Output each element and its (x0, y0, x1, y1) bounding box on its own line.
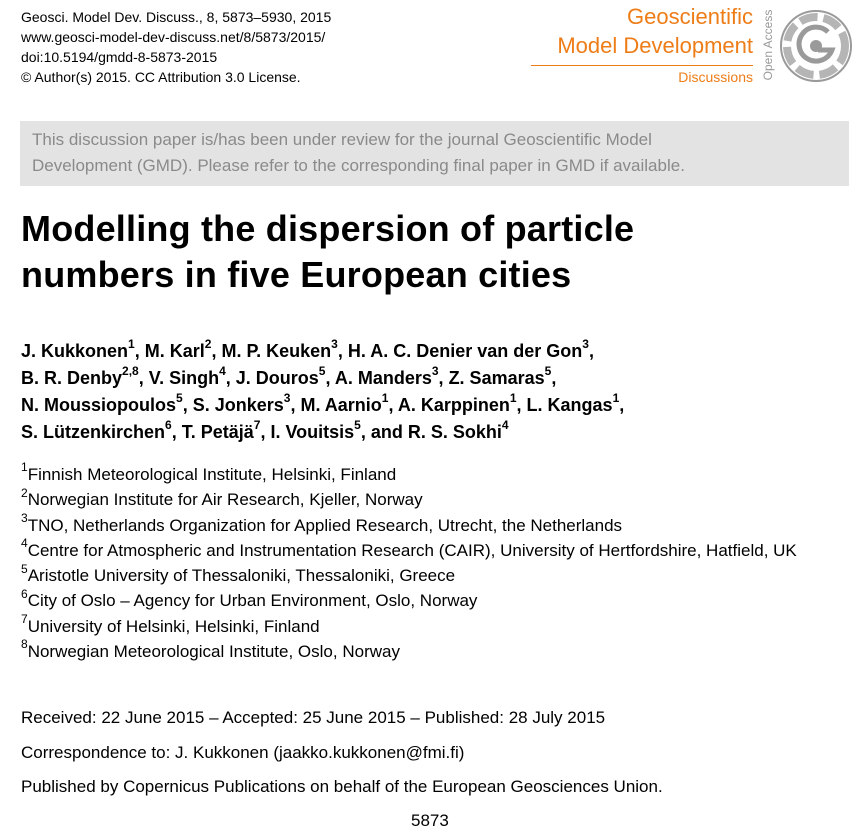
author-affil: 3 (331, 337, 338, 351)
author: J. Kukkonen (21, 341, 129, 361)
paper-title (21, 206, 841, 298)
author-separator: , (325, 368, 335, 388)
author: A. Manders (334, 368, 432, 388)
author-affil: 3 (431, 364, 439, 378)
author-separator: , (588, 341, 594, 361)
author-affil: 3 (582, 337, 589, 351)
affiliation (21, 563, 851, 588)
brand-divider (531, 65, 753, 66)
citation-line: © Author(s) 2015. CC Attribution 3.0 License. (21, 69, 301, 85)
affiliation-number: 8 (21, 637, 28, 652)
affiliation-text: Aristotle University of Thessaloniki, Thessaloniki, Greece (27, 566, 456, 586)
author-separator: , (388, 395, 398, 415)
journal-subtitle: Discussions (678, 69, 753, 85)
author-affil: 3 (283, 391, 291, 405)
author-affil: 5 (544, 364, 552, 378)
citation-line: Geosci. Model Dev. Discuss., 8, 5873–5930, 2015 (21, 9, 332, 25)
author: M. Aarnio (300, 395, 382, 415)
author: R. S. Sokhi (407, 422, 502, 442)
author-affil: 5 (176, 391, 183, 405)
affiliation-text: Finnish Meteorological Institute, Helsinki, Finland (27, 465, 397, 484)
author-line (21, 392, 851, 419)
open-access-text: Open Access (761, 9, 775, 81)
author-line (21, 419, 851, 446)
author-list (21, 338, 851, 446)
author: A. Karppinen (397, 395, 510, 415)
author-affil: 5 (318, 364, 326, 378)
author-separator: , (138, 368, 149, 388)
author-affil: 1 (612, 391, 620, 405)
author-affil: 6 (165, 418, 172, 432)
correspondence-line: Correspondence to: J. Kukkonen (jaakko.kukkonen@fmi.fi) (21, 743, 465, 762)
affiliation (21, 487, 851, 512)
page-number: 5873 (411, 811, 449, 830)
affiliation-number: 6 (21, 586, 28, 601)
author-separator: , (438, 368, 449, 388)
affiliation-text: Norwegian Meteorological Institute, Oslo, Norway (27, 642, 400, 662)
author-affil: 1 (381, 391, 389, 405)
review-notice-line: This discussion paper is/has been under review for the journal Geoscientific Model (32, 130, 652, 149)
author: J. Douros (235, 368, 319, 388)
affiliation-text: Norwegian Institute for Air Research, Kjeller, Norway (27, 490, 423, 510)
affiliation (21, 538, 851, 563)
affiliation-number: 4 (21, 536, 28, 551)
author-affil: 7 (253, 418, 261, 432)
author: N. Moussiopoulos (21, 395, 176, 415)
author-separator: , (260, 422, 271, 442)
citation-line: www.geosci-model-dev-discuss.net/8/5873/2015/ (21, 29, 326, 45)
author-separator: , and (360, 422, 408, 442)
title-line: numbers in five European cities (21, 254, 572, 295)
author-separator: , (211, 341, 222, 361)
author-separator: , (225, 368, 236, 388)
journal-brand (531, 2, 753, 85)
affiliation-number: 1 (21, 460, 28, 475)
citation-block (21, 7, 331, 87)
affiliation-number: 3 (21, 510, 28, 525)
affiliation-number: 5 (21, 561, 28, 576)
affiliation-text: University of Helsinki, Helsinki, Finland (27, 616, 320, 636)
author: V. Singh (148, 368, 220, 388)
author-affil: 5 (354, 418, 361, 432)
author-separator: , (551, 368, 557, 388)
author: M. P. Keuken (221, 341, 332, 361)
affiliation (21, 614, 851, 639)
author-line (21, 365, 851, 392)
author: Z. Samaras (448, 368, 545, 388)
author-affil: 2,8 (122, 364, 139, 378)
affiliation-text: City of Oslo – Agency for Urban Environment, Oslo, Norway (27, 591, 478, 611)
author: L. Kangas (526, 395, 613, 415)
author-separator: , (337, 341, 348, 361)
affiliation (21, 639, 851, 664)
author-separator: , (619, 395, 625, 415)
author-separator: , (182, 395, 193, 415)
author-affil: 4 (501, 418, 509, 432)
publication-dates: Received: 22 June 2015 – Accepted: 25 June 2015 – Published: 28 July 2015 (21, 708, 606, 727)
affiliation-text: Centre for Atmospheric and Instrumentation Research (CAIR), University of Hertfordshire, Hatfield, UK (27, 540, 797, 560)
review-notice-box (20, 121, 849, 186)
author: B. R. Denby (21, 368, 123, 388)
author-affil: 1 (128, 337, 135, 351)
title-line: Modelling the dispersion of particle (21, 208, 635, 249)
author-affil: 4 (219, 364, 226, 378)
author: I. Vouitsis (270, 422, 355, 442)
affiliation (21, 588, 851, 613)
publisher-line: Published by Copernicus Publications on behalf of the European Geosciences Union. (21, 777, 663, 796)
affiliation-number: 2 (21, 485, 28, 500)
affiliation-list (21, 462, 851, 664)
author: S. Jonkers (192, 395, 284, 415)
author: H. A. C. Denier van der Gon (347, 341, 583, 361)
open-access-label (760, 4, 776, 86)
citation-line: doi:10.5194/gmdd-8-5873-2015 (21, 49, 218, 65)
affiliation (21, 510, 851, 538)
affiliation-text: TNO, Netherlands Organization for Applied Research, Utrecht, the Netherlands (27, 515, 623, 535)
affiliation (21, 462, 851, 487)
author-line (21, 338, 851, 365)
author-separator: , (171, 422, 182, 442)
author: S. Lützenkirchen (21, 422, 166, 442)
review-notice-line: Development (GMD). Please refer to the corresponding final paper in GMD if available. (32, 156, 685, 175)
author-separator: , (134, 341, 145, 361)
egu-open-access-logo-icon (778, 8, 854, 84)
journal-name-line2: Model Development (557, 33, 753, 58)
author-separator: , (516, 395, 527, 415)
author-affil: 2 (204, 337, 212, 351)
affiliation-number: 7 (21, 612, 28, 627)
author: M. Karl (144, 341, 205, 361)
author: T. Petäjä (181, 422, 254, 442)
author-affil: 1 (509, 391, 517, 405)
author-separator: , (290, 395, 301, 415)
journal-name-line1: Geoscientific (627, 4, 753, 29)
